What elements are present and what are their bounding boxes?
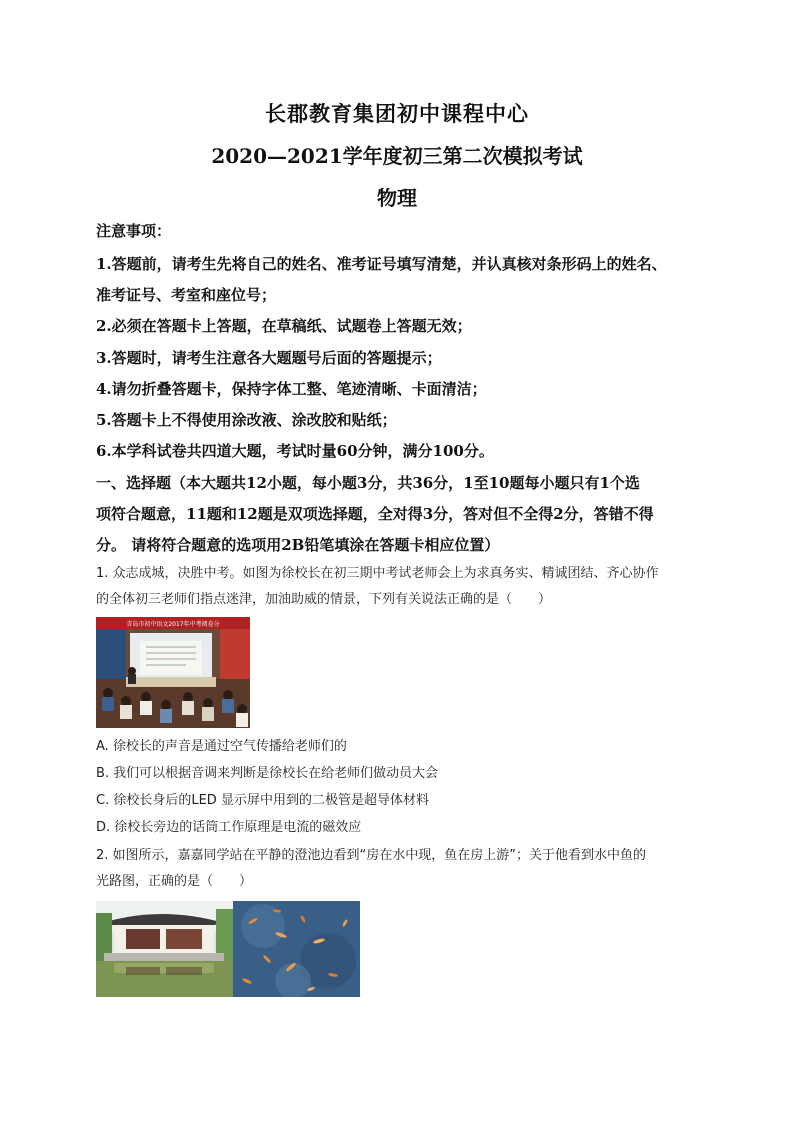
question-1-text: 的全体初三老师们指点迷津，加油助威的情景，下列有关说法正确的是（ ） xyxy=(96,592,552,607)
notice-item: 3.答题时，请考生注意各大题题号后面的答题提示； xyxy=(96,349,442,367)
question-2-text: 光路图，正确的是（ ） xyxy=(96,874,253,889)
notice-item: 1.答题前，请考生先将自己的姓名、准考证号填写清楚，并认真核对条形码上的姓名、 xyxy=(96,255,667,273)
banner-text: 青岛市初中语文2017年中考阅卷分 xyxy=(126,621,220,628)
section-heading: 一、选择题（本大题共12小题，每小题3分，共36分，1至10题每小题只有1个选 xyxy=(96,474,640,492)
option-d: D. 徐校长旁边的话筒工作原理是电流的磁效应 xyxy=(96,820,362,835)
question-2-text: 2. 如图所示，嘉嘉同学站在平静的澄池边看到“房在水中现，鱼在房上游”；关于他看到水中鱼的 xyxy=(96,848,647,863)
option-a: A. 徐校长的声音是通过空气传播给老师们的 xyxy=(96,739,347,754)
notice-heading: 注意事项： xyxy=(96,222,172,240)
fish-photo xyxy=(233,901,360,997)
notice-item: 4.请勿折叠答题卡，保持字体工整、笔迹清晰、卡面清洁； xyxy=(96,380,487,398)
subject-title: 物理 xyxy=(377,186,417,210)
option-b: B. 我们可以根据音调来判断是徐校长在给老师们做动员大会 xyxy=(96,766,439,781)
notice-item: 5.答题卡上不得使用涂改液、涂改胶和贴纸； xyxy=(96,411,397,429)
notice-item: 6.本学科试卷共四道大题，考试时量60分钟，满分100分。 xyxy=(96,442,494,460)
question-1-text: 1. 众志成城，决胜中考。如图为徐校长在初三期中考试老师会上为求真务实、精诚团结、齐心协作 xyxy=(96,566,659,581)
exam-title: 2020—2021学年度初三第二次模拟考试 xyxy=(211,144,583,168)
section-heading: 项符合题意，11题和12题是双项选择题，全对得3分，答对但不全得2分，答错不得 xyxy=(96,505,654,523)
school-title: 长郡教育集团初中课程中心 xyxy=(265,101,529,126)
option-c: C. 徐校长身后的LED 显示屏中用到的二极管是超导体材料 xyxy=(96,793,429,808)
section-heading: 分。 请将符合题意的选项用2B铅笔填涂在答题卡相应位置） xyxy=(96,536,500,554)
pavilion-photo xyxy=(96,901,233,997)
notice-item: 准考证号、考室和座位号； xyxy=(96,286,277,304)
meeting-photo xyxy=(96,617,250,728)
notice-item: 2.必须在答题卡上答题，在草稿纸、试题卷上答题无效； xyxy=(96,317,472,335)
